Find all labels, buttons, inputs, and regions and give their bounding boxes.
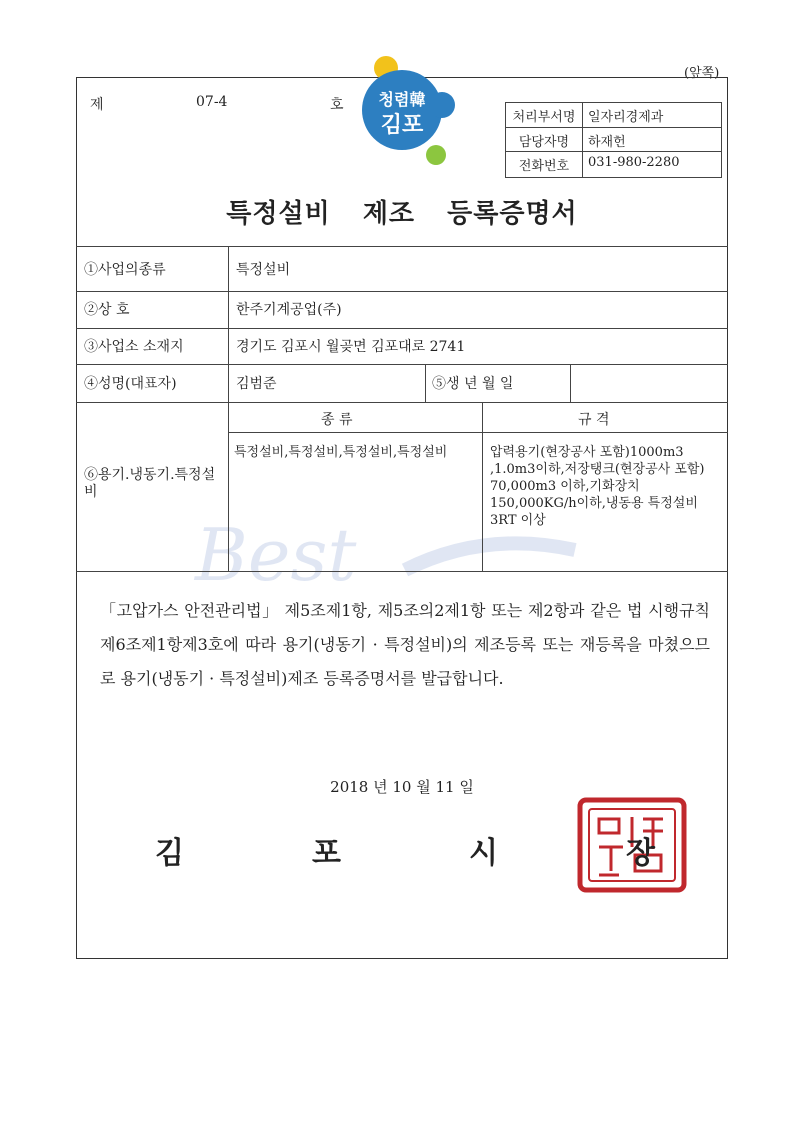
- issuer-char: 포: [312, 836, 341, 871]
- contact-row: [506, 103, 721, 127]
- issuer-char: 시: [469, 836, 498, 871]
- rule: [228, 246, 229, 571]
- contact-row: [506, 127, 721, 152]
- certificate-body: 「고압가스 안전관리법」 제5조제1항, 제5조의2제1항 또는 제2항과 같은 법 시행규칙 제6조제1항제3호에 따라 용기(냉동기 · 특정설비)의 제조등록 또는 재등록을 마쳤으므로 용기(냉동기 · 특정설비)제조 등록증명서를 발급합니다.: [100, 601, 710, 688]
- rule: [76, 571, 728, 572]
- doc-number-suffix: 호: [330, 97, 344, 113]
- doc-number-prefix: 제: [90, 97, 104, 113]
- equipment-spec-value: 압력용기(현장공사 포함)1000m3 ,1.0m3이하,저장탱크(현장공사 포함) 70,000m3 이하,기화장치 150,000KG/h이하,냉동용 특정설비 3RT 이상: [490, 445, 705, 528]
- field-value-trade-name: 한주기계공업(주): [236, 302, 342, 318]
- rule: [76, 291, 728, 292]
- rule: [228, 432, 728, 433]
- doc-number: 07-4: [196, 94, 228, 110]
- equipment-type-value: 특정설비,특정설비,특정설비,특정설비: [234, 445, 448, 460]
- rule: [482, 402, 483, 571]
- rule: [570, 364, 571, 402]
- page-side-label: (앞쪽): [684, 66, 720, 81]
- field-label-birth: ⑤생 년 월 일: [432, 376, 514, 392]
- field-label-representative: ④성명(대표자): [84, 376, 177, 392]
- field-label-trade-name: ②상 호: [84, 302, 130, 318]
- contact-value: 일자리경제과: [588, 110, 664, 125]
- contact-box: [505, 102, 722, 178]
- contact-label: 처리부서명: [512, 110, 576, 125]
- contact-value: 하재헌: [588, 135, 626, 150]
- field-value-representative: 김범준: [236, 376, 277, 392]
- issuer-char: 김: [155, 836, 184, 871]
- contact-row: [506, 151, 721, 176]
- contact-label: 전화번호: [518, 159, 570, 174]
- rule: [76, 328, 728, 329]
- issue-date: 2018 년 10 월 11 일: [330, 778, 474, 796]
- equipment-col-type: 종 류: [321, 412, 353, 428]
- issuer-char: 장: [626, 836, 655, 871]
- field-label-equipment: ⑥용기.냉동기.특정설비: [84, 467, 216, 500]
- contact-value: 031-980-2280: [588, 155, 680, 170]
- watermark-text: Best: [195, 513, 357, 597]
- rule: [425, 364, 426, 402]
- rule: [76, 246, 728, 247]
- field-value-address: 경기도 김포시 월곶면 김포대로 2741: [236, 339, 466, 355]
- svg-text:김포: 김포: [380, 113, 424, 138]
- field-label-business-type: ①사업의종류: [84, 262, 166, 278]
- svg-text:청렴韓: 청렴韓: [378, 90, 426, 109]
- field-label-address: ③사업소 소재지: [84, 339, 184, 355]
- rule: [76, 364, 728, 365]
- equipment-col-spec: 규 격: [578, 412, 610, 428]
- field-value-business-type: 특정설비: [236, 262, 291, 278]
- contact-label: 담당자명: [518, 135, 570, 150]
- gimpo-logo: [356, 50, 458, 175]
- rule: [76, 402, 728, 403]
- document-title: 특정설비 제조 등록증명서: [226, 199, 578, 229]
- issuer-name: [155, 828, 655, 872]
